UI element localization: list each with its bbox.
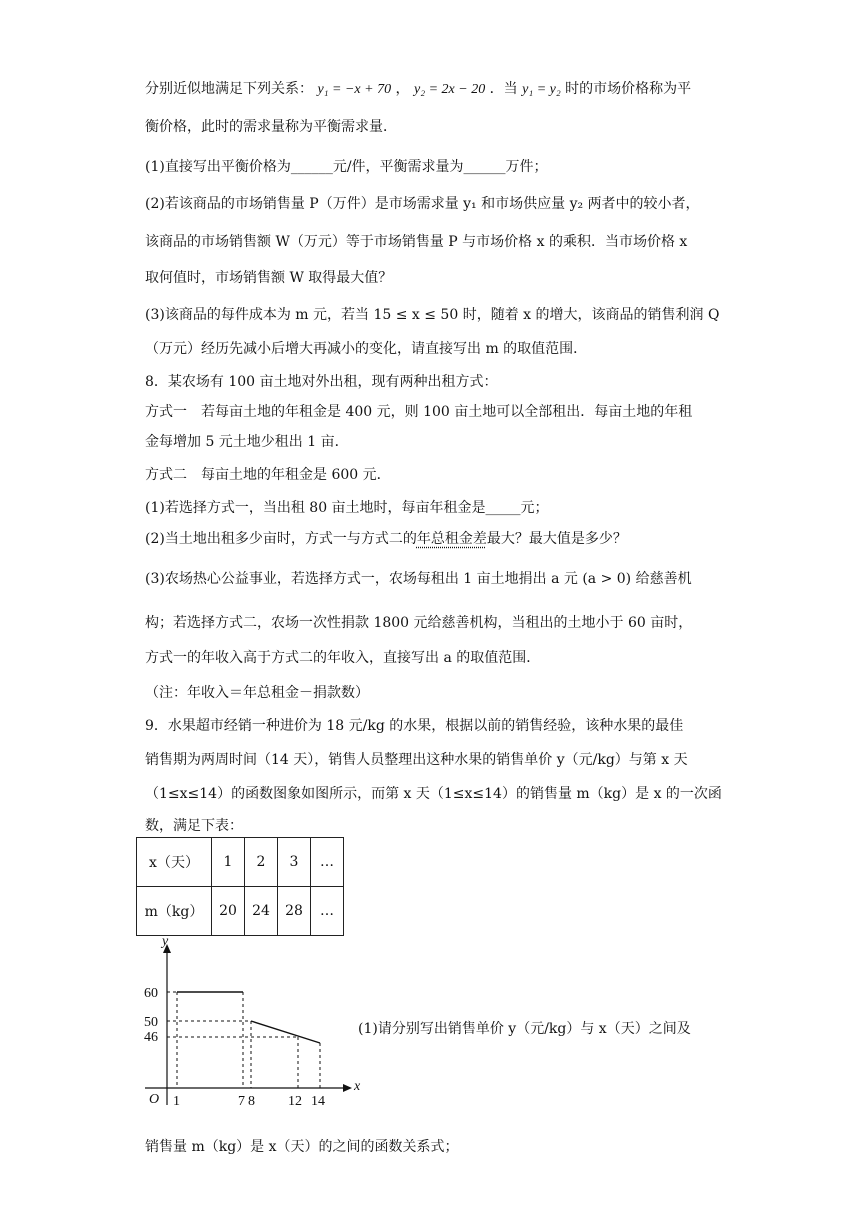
question-7-3a: (3)该商品的每件成本为 m 元，若当 15 ≤ x ≤ 50 时，随着 x 的增大，该商品的销售利润 Q [145, 307, 720, 323]
separator: ， [395, 81, 410, 97]
problem-9-line-c: （1≤x≤14）的函数图象如图所示，而第 x 天（1≤x≤14）的销售量 m（kg）是 x 的一次函 [145, 786, 722, 802]
problem-9-line-a: 9．水果超市经销一种进价为 18 元/kg 的水果，根据以前的销售经验，该种水果的最佳 [145, 718, 684, 734]
x-axis-label: x [354, 1079, 361, 1094]
table-cell: … [311, 838, 344, 887]
equation-equal: y₁ = y₂ [522, 82, 561, 97]
table-cell: x（天） [137, 838, 212, 887]
table-cell: 1 [212, 838, 245, 887]
method-2-line: 方式二 每亩土地的年租金是 600 元． [145, 467, 391, 483]
x-tick-8: 8 [248, 1094, 255, 1109]
q2-prefix: (2)当土地出租多少亩时，方式一与方式二的 [145, 531, 417, 547]
table-cell: 2 [245, 838, 278, 887]
table-cell: … [311, 887, 344, 936]
problem-8-title: 8．某农场有 100 亩土地对外出租，现有两种出租方式： [145, 374, 498, 390]
guide-lines [167, 992, 320, 1088]
y-tick-46: 46 [144, 1030, 158, 1045]
x-tick-12: 12 [288, 1094, 302, 1109]
question-7-2a: (2)若该商品的市场销售量 P（万件）是市场需求量 y₁ 和市场供应量 y₂ 两者中的较小者， [145, 196, 700, 212]
x-tick-1: 1 [173, 1094, 180, 1109]
problem-9-q1b: 销售量 m（kg）是 x（天）的之间的函数关系式； [145, 1139, 459, 1155]
sales-table [136, 837, 344, 936]
problem-8-q2 [145, 528, 627, 548]
problem-8-q3b: 构；若选择方式二，农场一次性捐款 1800 元给慈善机构，当租出的土地小于 60 亩时， [145, 615, 693, 631]
intro-line-1 [145, 78, 691, 98]
equation-y2: y₂ = 2x − 20 [414, 82, 486, 97]
problem-8-q3a: (3)农场热心公益事业，若选择方式一，农场每租出 1 亩土地捐出 a 元 (a > 0) 给慈善机 [145, 571, 692, 587]
price-graph [140, 935, 365, 1110]
method-1-line-a: 方式一 若每亩土地的年租金是 400 元，则 100 亩土地可以全部租出．每亩土地的年租 [145, 404, 693, 420]
note: （注：年收入＝年总租金－捐款数） [145, 685, 369, 701]
intro-text: 分别近似地满足下列关系： [145, 81, 313, 97]
intro-line-2: 衡价格，此时的需求量称为平衡需求量． [145, 119, 397, 135]
problem-9-line-d: 数，满足下表： [145, 818, 243, 834]
q2-emphasis: 年总租金差 [416, 531, 487, 547]
y-tick-50: 50 [144, 1015, 158, 1030]
method-1-line-b: 金每增加 5 元土地少租出 1 亩． [145, 434, 349, 450]
x-tick-7: 7 [238, 1094, 245, 1109]
origin-label: O [149, 1092, 160, 1107]
problem-8-q1: (1)若选择方式一，当出租 80 亩土地时，每亩年租金是_____元； [145, 500, 549, 516]
intro-mid: ．当 [489, 81, 518, 97]
table-cell: 20 [212, 887, 245, 936]
question-7-3b: （万元）经历先减小后增大再减小的变化，请直接写出 m 的取值范围． [145, 341, 588, 357]
x-tick-14: 14 [311, 1094, 325, 1109]
question-7-2b: 该商品的市场销售额 W（万元）等于市场销售量 P 与市场价格 x 的乘积．当市场价格 x [145, 234, 688, 250]
problem-9-line-b: 销售期为两周时间（14 天），销售人员整理出这种水果的销售单价 y（元/kg）与第 x 天 [145, 752, 688, 768]
table-cell: 24 [245, 887, 278, 936]
problem-9-q1a: (1)请分别写出销售单价 y（元/kg）与 x（天）之间及 [358, 1021, 691, 1037]
question-7-2c: 取何值时，市场销售额 W 取得最大值？ [145, 270, 393, 286]
table-row [137, 838, 344, 887]
q2-suffix: 最大？最大值是多少？ [486, 531, 627, 547]
table-row [137, 887, 344, 936]
equation-y1: y₁ = −x + 70 [317, 82, 392, 97]
table-cell: 3 [278, 838, 311, 887]
segment-decreasing [251, 1021, 320, 1043]
y-axis-label: y [162, 935, 169, 949]
question-7-1: (1)直接写出平衡价格为______元/件，平衡需求量为______万件； [145, 159, 548, 175]
y-tick-60: 60 [144, 986, 158, 1001]
intro-end: 时的市场价格称为平 [565, 81, 692, 97]
x-axis-arrow [343, 1084, 352, 1092]
table-cell: 28 [278, 887, 311, 936]
table-cell: m（kg） [137, 887, 212, 936]
problem-8-q3c: 方式一的年收入高于方式二的年收入，直接写出 a 的取值范围． [145, 650, 541, 666]
